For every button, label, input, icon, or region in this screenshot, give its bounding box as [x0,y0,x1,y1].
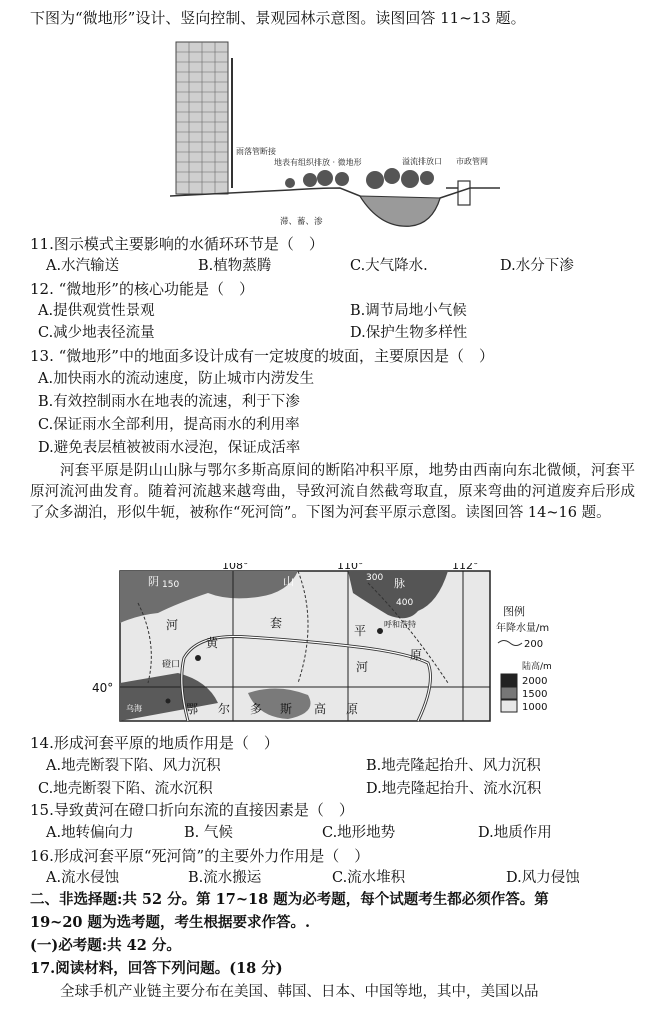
legend-title: 图例 [503,605,525,618]
map-label-duo: 多 [250,702,263,716]
q15-option-d[interactable]: D.地质作用 [478,825,552,841]
q11-stem: 11.图示模式主要影响的水循环环节是（ ） [30,235,324,253]
q16-option-a[interactable]: A.流水侵蚀 [46,870,120,886]
fig1-label-retain: 滞、蓄、渗 [280,217,323,227]
section2-line2: 19~20 题为选考题，考生根据要求作答。. [30,914,311,931]
q13-option-a[interactable]: A.加快雨水的流动速度，防止城市内涝发生 [38,371,315,387]
map-label-yin: 阴 [148,575,159,588]
map-lon-110: 110° [337,563,364,572]
q11-option-a[interactable]: A.水汽输送 [46,258,120,274]
fig1-label-downpipe: 雨落管断接 [236,147,276,156]
map-label-he: 河 [166,618,179,632]
q13-stem: 13. “微地形”中的地面多设计成有一定坡度的坡面，主要原因是（ ） [30,347,494,365]
section2-line1: 二、非选择题:共 52 分。第 17~18 题为必考题，每个试题考生都必须作答。第 [30,891,549,908]
map-label-gao: 高 [314,702,327,716]
q14-option-b[interactable]: B.地壳隆起抬升、风力沉积 [366,758,541,774]
passage-hetao: 河套平原是阴山山脉与鄂尔多斯高原间的断陷冲积平原，地势由西南向东北微倾，河套平原河流河曲发育。随着河流越来越弯曲，导致河流自然截弯取直，原来弯曲的河道废弃后形成了众多湖泊，形似牛轭，被称作“死河筒”。下图为河套平原示意图。读图回答 14~16 题。 [30,463,635,521]
map-label-ping: 平 [354,624,367,638]
map-lat-40: 40° [92,681,114,695]
fig1-label-municipal: 市政管网 [456,157,488,166]
q17-text: 全球手机产业链主要分布在美国、韩国、日本、中国等地，其中，美国以品 [60,984,539,1000]
q16-option-c[interactable]: C.流水堆积 [332,870,406,886]
map-label-er: 尔 [218,702,231,716]
q16-option-b[interactable]: B.流水搬运 [188,870,262,886]
map-label-he2: 河 [356,660,369,674]
legend-swatch-1000 [501,700,517,712]
map-label-mai: 脉 [394,577,405,590]
map-lon-112: 112° [452,563,479,572]
isohyet-150: 150 [162,580,180,590]
hetao-map [118,563,578,733]
isohyet-300: 300 [366,573,384,583]
map-label-shan: 山 [283,575,294,588]
q12-option-b[interactable]: B.调节局地小气候 [350,303,467,319]
q15-stem: 15.导致黄河在磴口折向东流的直接因素是（ ） [30,801,354,819]
map-lon-108: 108° [222,563,249,572]
intro-text: 下图为“微地形”设计、竖向控制、景观园林示意图。读图回答 11~13 题。 [30,9,526,27]
map-label-e: 鄂 [186,702,199,716]
q11-option-c[interactable]: C.大气降水. [350,258,428,274]
fig1-label-overflow: 溢流排放口 [402,157,442,166]
map-label-hohhot: 呼和浩特 [384,620,416,629]
map-label-tao: 套 [270,616,283,630]
q12-option-c[interactable]: C.减少地表径流量 [38,325,155,341]
legend-elev-1000: 1000 [522,702,548,713]
micro-terrain-illustration [170,38,500,230]
q15-option-b[interactable]: B. 气候 [184,825,233,841]
legend-rain-value: 200 [524,639,544,650]
q16-option-d[interactable]: D.风力侵蚀 [506,870,580,886]
section2-subheading: (一)必考题:共 42 分。 [30,937,181,954]
map-label-si: 斯 [280,702,293,716]
hetao-map-figure [92,563,578,733]
q15-option-a[interactable]: A.地转偏向力 [46,825,134,841]
map-label-dengkou: 磴口 [162,660,181,670]
q14-option-d[interactable]: D.地壳隆起抬升、流水沉积 [366,781,542,797]
q17-heading: 17.阅读材料，回答下列问题。(18 分) [30,960,283,977]
q12-stem: 12. “微地形”的核心功能是（ ） [30,280,254,298]
q11-option-d[interactable]: D.水分下渗 [500,258,574,274]
legend-elev-2000: 2000 [522,676,548,687]
isohyet-400: 400 [396,598,414,608]
q12-option-d[interactable]: D.保护生物多样性 [350,325,468,341]
q14-option-a[interactable]: A.地壳断裂下陷、风力沉积 [46,758,221,774]
legend-isohyet-icon [498,641,522,646]
q14-option-c[interactable]: C.地壳断裂下陷、流水沉积 [38,781,213,797]
map-label-yuan: 原 [410,648,423,662]
q11-option-b[interactable]: B.植物蒸腾 [198,258,272,274]
micro-terrain-figure [170,38,500,230]
q13-option-b[interactable]: B.有效控制雨水在地表的流速，利于下渗 [38,394,300,410]
legend-swatch-1500 [501,687,517,699]
legend-elev-1500: 1500 [522,689,548,700]
legend-elev-title: 陆高/m [522,662,552,672]
q13-option-d[interactable]: D.避免表层植被被雨水浸泡，保证成活率 [38,440,301,456]
map-label-yuan2: 原 [346,702,359,716]
q14-stem: 14.形成河套平原的地质作用是（ ） [30,734,279,752]
legend-rain-label: 年降水量/m [496,623,550,634]
q15-option-c[interactable]: C.地形地势 [322,825,396,841]
map-label-wuhai: 乌海 [126,704,142,713]
q13-option-c[interactable]: C.保证雨水全部利用，提高雨水的利用率 [38,417,300,433]
map-label-huang: 黄 [206,636,219,650]
legend-swatch-2000 [501,674,517,686]
q16-stem: 16.形成河套平原“死河筒”的主要外力作用是（ ） [30,847,370,865]
fig1-label-surface: 地表有组织排放 · 微地形 [274,158,362,167]
q12-option-a[interactable]: A.提供观赏性景观 [38,303,155,319]
